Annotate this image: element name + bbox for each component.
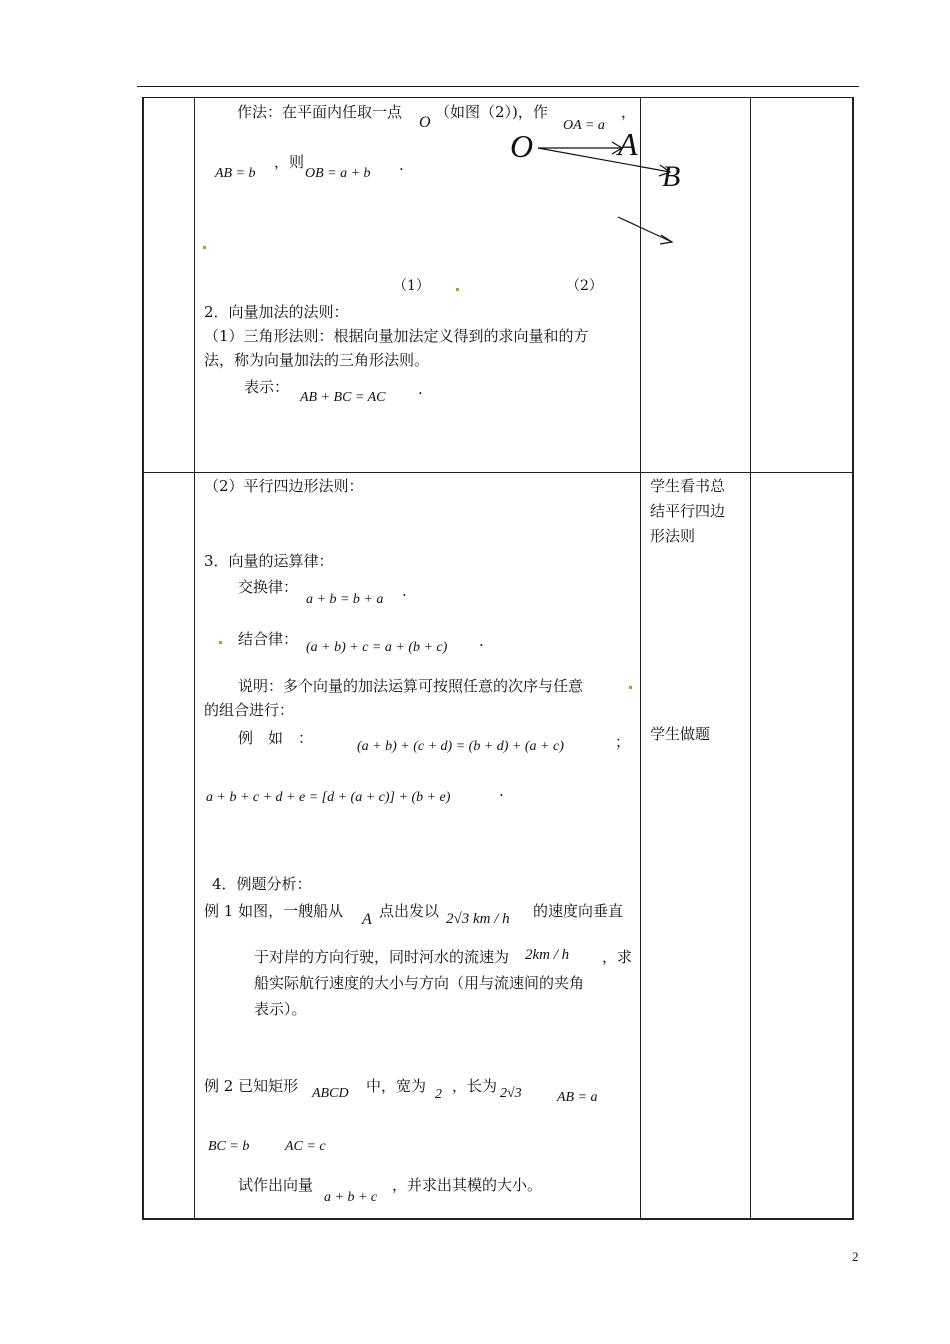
table-border-left bbox=[142, 97, 144, 1220]
speed-value: 2√3 km / h bbox=[446, 911, 510, 927]
parallelogram-rule-title: （2）平行四边形法则： bbox=[204, 477, 364, 495]
table-border-right bbox=[852, 97, 854, 1220]
side-note-1b: 结平行四边 bbox=[650, 502, 726, 520]
table-divider-1 bbox=[194, 97, 195, 1220]
example-1-text: 例 1 如图，一艘船从 bbox=[204, 902, 344, 920]
vector-b-line bbox=[618, 217, 672, 242]
period: . bbox=[499, 782, 504, 800]
side-note-1a: 学生看书总 bbox=[650, 477, 726, 495]
semicolon: ； bbox=[615, 733, 631, 751]
example-1-text: 于对岸的方向行驶，同时河水的流速为 bbox=[254, 948, 510, 966]
header-rule bbox=[137, 86, 859, 87]
example-equation-1: (a + b) + (c + d) = (b + d) + (a + c) bbox=[357, 739, 564, 754]
example-2-text: ，并求出其模的大小。 bbox=[392, 1176, 543, 1194]
point-o: O bbox=[419, 114, 431, 131]
rectangle-name: ABCD bbox=[312, 1086, 349, 1101]
example-2-text: ，长为 bbox=[452, 1077, 498, 1095]
triangle-rule-line2: 法，称为向量加法的三角形法则。 bbox=[204, 351, 430, 369]
example-label: 例 如 ： bbox=[238, 729, 314, 747]
period: . bbox=[399, 156, 404, 174]
example-2-text: 试作出向量 bbox=[238, 1176, 314, 1194]
figure-label-o: O bbox=[510, 128, 534, 164]
section-2-title: 2．向量加法的法则： bbox=[204, 303, 349, 321]
example-1-text: ，求 bbox=[602, 948, 633, 966]
comma: ， bbox=[621, 103, 637, 121]
period: . bbox=[402, 582, 407, 600]
speck bbox=[203, 246, 206, 249]
period: . bbox=[479, 632, 484, 650]
commutative-equation: a + b = b + a bbox=[306, 592, 384, 607]
side-note-1c: 形法则 bbox=[650, 527, 696, 545]
vector-ob-line bbox=[538, 148, 670, 172]
method-text: 作法：在平面内任取一点 bbox=[237, 103, 403, 121]
period: . bbox=[418, 380, 423, 398]
speck bbox=[456, 288, 459, 291]
associative-label: 结合律： bbox=[238, 630, 299, 648]
vector-sum: a + b + c bbox=[324, 1190, 378, 1205]
example-2-text: 例 2 已知矩形 bbox=[204, 1077, 299, 1095]
triangle-rule-line1: （1）三角形法则：根据向量加法定义得到的求向量和的方 bbox=[204, 327, 589, 345]
point-a: A bbox=[362, 911, 372, 928]
example-equation-2: a + b + c + d + e = [d + (a + c)] + (b + e) bbox=[206, 790, 451, 805]
figure-label-a: A bbox=[618, 126, 638, 162]
oa-equation: OA = a bbox=[563, 118, 605, 133]
section-3-title: 3．向量的运算律： bbox=[204, 552, 334, 570]
side-note-2: 学生做题 bbox=[650, 725, 711, 743]
associative-equation: (a + b) + c = a + (b + c) bbox=[306, 640, 448, 655]
ab-equation: AB = b bbox=[215, 166, 256, 181]
table-divider-3 bbox=[750, 97, 751, 1220]
example-2-text: 中，宽为 bbox=[366, 1077, 427, 1095]
note-line2: 的组合进行： bbox=[204, 701, 295, 719]
flow-speed: 2km / h bbox=[525, 947, 570, 963]
lesson-table bbox=[142, 97, 854, 1220]
then-text: ，则 bbox=[274, 153, 305, 171]
speck bbox=[629, 686, 632, 689]
method-text-cont: （如图（2）)，作 bbox=[435, 103, 548, 121]
table-divider-2 bbox=[640, 97, 641, 1220]
width-value: 2 bbox=[435, 1087, 442, 1102]
bc-equals-b: BC = b bbox=[208, 1139, 250, 1154]
example-1-text: 的速度向垂直 bbox=[533, 902, 624, 920]
ob-equation: OB = a + b bbox=[305, 166, 371, 181]
row-divider bbox=[142, 472, 854, 473]
ab-equals-a: AB = a bbox=[557, 1090, 598, 1105]
page-number: 2 bbox=[852, 1249, 859, 1264]
figure-caption-1: （1） bbox=[393, 278, 430, 294]
triangle-rule-equation: AB + BC = AC bbox=[300, 390, 386, 405]
length-value: 2√3 bbox=[500, 1086, 522, 1101]
figure-label-b: B bbox=[662, 160, 681, 193]
note-line1: 说明：多个向量的加法运算可按照任意的次序与任意 bbox=[238, 677, 584, 695]
speck bbox=[219, 641, 222, 644]
example-1-text: 点出发以 bbox=[379, 902, 440, 920]
example-1-text: 表示）。 bbox=[254, 1000, 307, 1018]
example-1-text: 船实际航行速度的大小与方向（用与流速间的夹角 bbox=[254, 974, 585, 992]
figure-caption-2: （2） bbox=[566, 278, 603, 294]
express-label: 表示： bbox=[244, 378, 290, 396]
commutative-label: 交换律： bbox=[238, 578, 299, 596]
section-4-title: 4．例题分析： bbox=[212, 875, 312, 893]
table-border-top bbox=[142, 97, 854, 98]
ac-equals-c: AC = c bbox=[285, 1139, 326, 1154]
table-border-bottom bbox=[142, 1218, 854, 1220]
